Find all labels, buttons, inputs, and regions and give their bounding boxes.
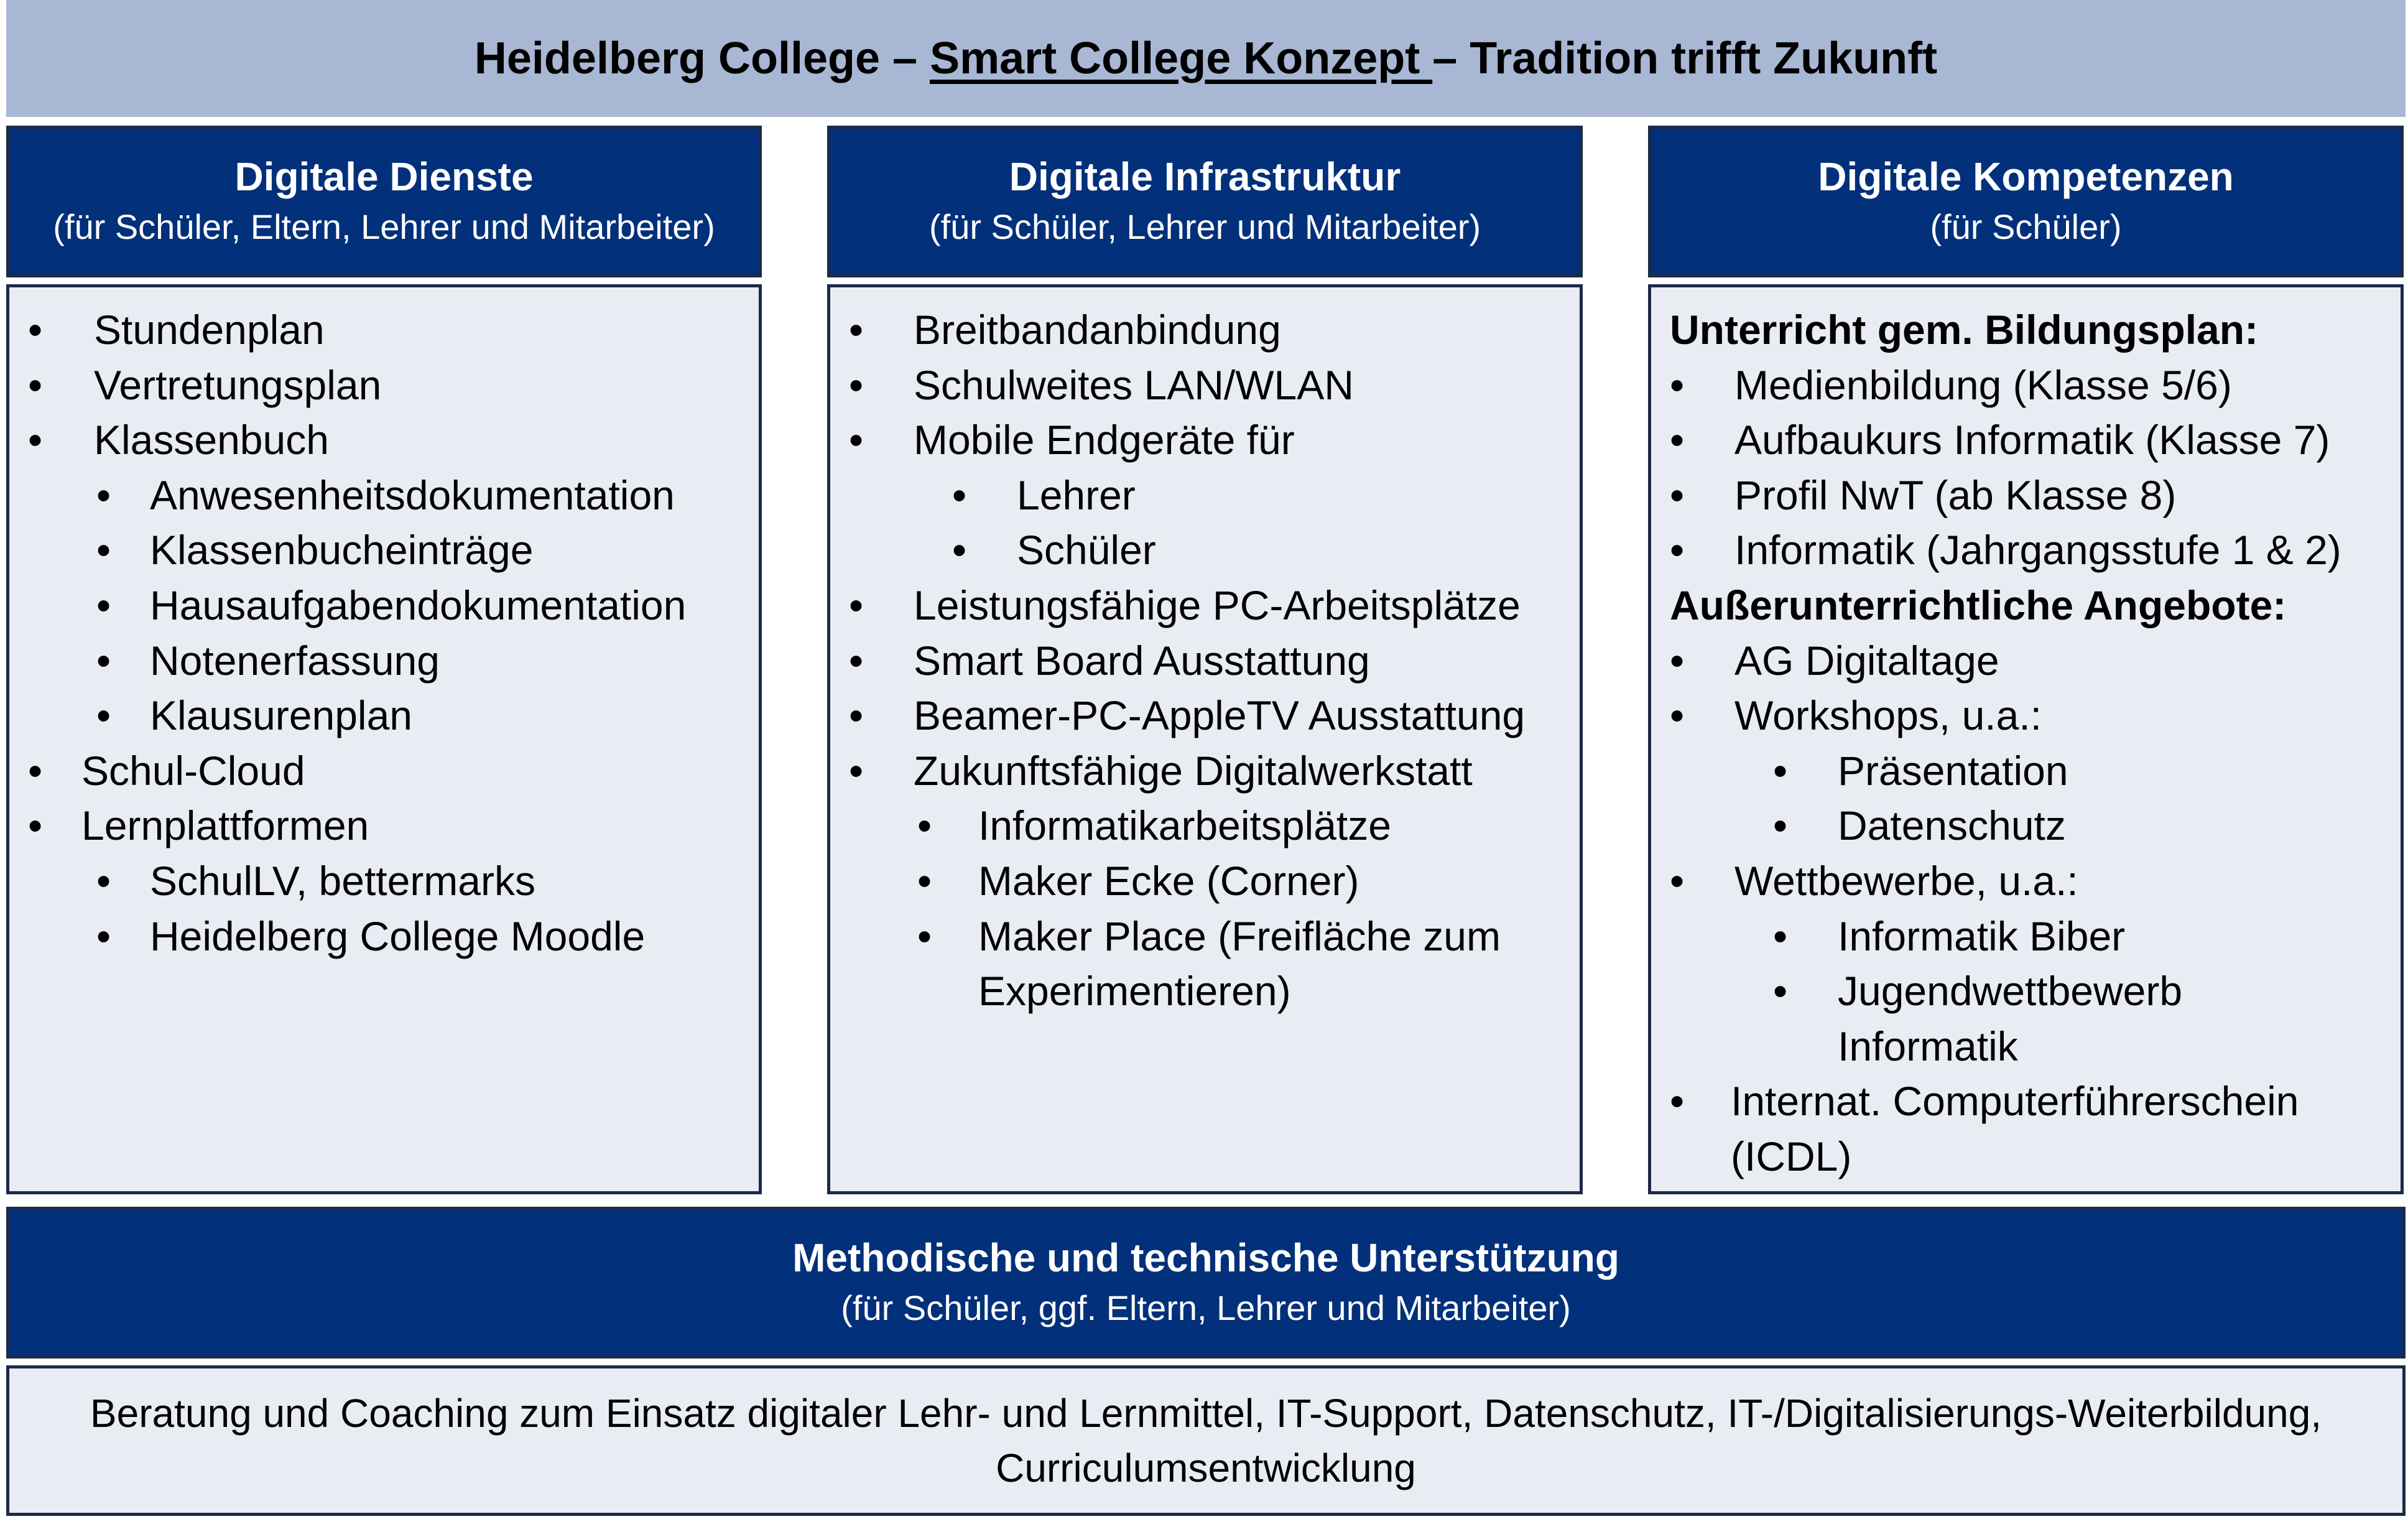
support-title: Methodische und technische Unterstützung	[792, 1235, 1619, 1280]
bullet: •	[1670, 361, 1685, 408]
column-title: Digitale Infrastruktur	[1009, 154, 1401, 199]
list-item: • Medienbildung (Klasse 5/6)	[1651, 358, 2401, 413]
list-item: • Lehrer	[830, 468, 1580, 523]
section-heading: Unterricht gem. Bildungsplan:	[1670, 307, 2259, 353]
list-item: • Datenschutz	[1651, 798, 2401, 853]
column-body-dienste	[6, 284, 762, 1194]
bullet: •	[917, 857, 932, 904]
bullet: •	[849, 361, 864, 408]
bullet: •	[849, 307, 864, 353]
list-item: • Maker Place (Freifläche zum	[830, 909, 1580, 964]
column-subtitle: (für Schüler)	[1930, 207, 2122, 246]
bullet: •	[96, 857, 111, 904]
list-item-continuation: Informatik	[1838, 1023, 2018, 1069]
list-item: • Klassenbucheinträge	[9, 523, 759, 578]
list-item: • Klassenbuch	[9, 412, 759, 468]
list-item: • Schüler	[830, 523, 1580, 578]
list-item: • Anwesenheitsdokumentation	[9, 468, 759, 523]
list-item: • Vertretungsplan	[9, 358, 759, 413]
bullet: •	[28, 361, 43, 408]
bullet: •	[849, 637, 864, 684]
support-body	[6, 1365, 2406, 1516]
title-part2: Smart College Konzept	[930, 34, 1433, 83]
bullet: •	[917, 802, 932, 849]
support-header	[6, 1207, 2406, 1359]
list-item: • Profil NwT (ab Klasse 8)	[1651, 468, 2401, 523]
column-header-infrastruktur	[827, 126, 1583, 277]
list-item: • Präsentation	[1651, 743, 2401, 799]
bullet: •	[96, 527, 111, 574]
list-item: • Internat. Computerführerschein	[1651, 1074, 2401, 1129]
title-part3: – Tradition trifft Zukunft	[1432, 34, 1938, 83]
title-banner	[6, 0, 2406, 117]
list-item: • Smart Board Ausstattung	[830, 633, 1580, 689]
section-heading: Außerunterrichtliche Angebote:	[1670, 582, 2287, 628]
support-body-line1: Beratung und Coaching zum Einsatz digitaler Lehr- und Lernmittel, IT-Support, Datenschutz, IT-/Digitalisierungs-Weiterbildung,	[90, 1391, 2322, 1436]
bullet: •	[849, 417, 864, 463]
support-body-line2: Curriculumsentwicklung	[996, 1446, 1416, 1490]
column-header-kompetenzen	[1648, 126, 2404, 277]
bullet: •	[1670, 471, 1685, 518]
bullet: •	[28, 802, 43, 849]
bullet: •	[96, 637, 111, 684]
bullet: •	[849, 582, 864, 628]
list-item: • Notenerfassung	[9, 633, 759, 689]
list-item: • AG Digitaltage	[1651, 633, 2401, 689]
bullet: •	[96, 692, 111, 739]
list-item: • Aufbaukurs Informatik (Klasse 7)	[1651, 412, 2401, 468]
bullet: •	[1773, 747, 1788, 794]
column-header-dienste	[6, 126, 762, 277]
bullet: •	[849, 692, 864, 739]
list-item: • Informatik (Jahrgangsstufe 1 & 2)	[1651, 523, 2401, 578]
list-item: • Lernplattformen	[9, 798, 759, 853]
bullet: •	[1670, 417, 1685, 463]
support-subtitle: (für Schüler, ggf. Eltern, Lehrer und Mitarbeiter)	[841, 1288, 1571, 1327]
list-item: • Schulweites LAN/WLAN	[830, 358, 1580, 413]
list-item: • Informatikarbeitsplätze	[830, 798, 1580, 853]
bullet: •	[28, 747, 43, 794]
list-item: • Informatik Biber	[1651, 909, 2401, 964]
list-item: • Leistungsfähige PC-Arbeitsplätze	[830, 578, 1580, 633]
bullet: •	[1773, 802, 1788, 849]
list-item: • Hausaufgabendokumentation	[9, 578, 759, 633]
bullet: •	[28, 307, 43, 353]
bullet: •	[96, 471, 111, 518]
column-body-infrastruktur	[827, 284, 1583, 1194]
list-item: • Zukunftsfähige Digitalwerkstatt	[830, 743, 1580, 799]
title-part1: Heidelberg College –	[474, 34, 930, 83]
bullet: •	[952, 527, 967, 574]
list-item-continuation: (ICDL)	[1731, 1133, 1852, 1179]
bullet: •	[952, 471, 967, 518]
bullet: •	[1670, 857, 1685, 904]
list-item: • Klausurenplan	[9, 688, 759, 743]
bullet: •	[1773, 913, 1788, 959]
bullet: •	[96, 913, 111, 959]
list-item: • SchulLV, bettermarks	[9, 853, 759, 909]
list-item: • Wettbewerbe, u.a.:	[1651, 853, 2401, 909]
list-item: • Jugendwettbewerb	[1651, 964, 2401, 1019]
list-item: • Stundenplan	[9, 302, 759, 358]
list-item: • Workshops, u.a.:	[1651, 688, 2401, 743]
column-title: Digitale Kompetenzen	[1818, 154, 2234, 199]
column-body-kompetenzen	[1648, 284, 2404, 1194]
bullet: •	[1773, 968, 1788, 1015]
bullet: •	[849, 747, 864, 794]
bullet: •	[96, 582, 111, 628]
column-title: Digitale Dienste	[234, 154, 534, 199]
bullet: •	[1670, 637, 1685, 684]
bullet: •	[1670, 692, 1685, 739]
list-item: • Schul-Cloud	[9, 743, 759, 799]
bullet: •	[917, 913, 932, 959]
column-subtitle: (für Schüler, Eltern, Lehrer und Mitarbeiter)	[53, 207, 715, 246]
column-subtitle: (für Schüler, Lehrer und Mitarbeiter)	[928, 207, 1481, 246]
list-item: • Mobile Endgeräte für	[830, 412, 1580, 468]
bullet: •	[1670, 527, 1685, 574]
list-item: • Maker Ecke (Corner)	[830, 853, 1580, 909]
list-item: • Heidelberg College Moodle	[9, 909, 759, 964]
list-item: • Breitbandanbindung	[830, 302, 1580, 358]
bullet: •	[1670, 1078, 1685, 1125]
list-item-continuation: Experimentieren)	[978, 968, 1291, 1015]
bullet: •	[28, 417, 43, 463]
list-item: • Beamer-PC-AppleTV Ausstattung	[830, 688, 1580, 743]
